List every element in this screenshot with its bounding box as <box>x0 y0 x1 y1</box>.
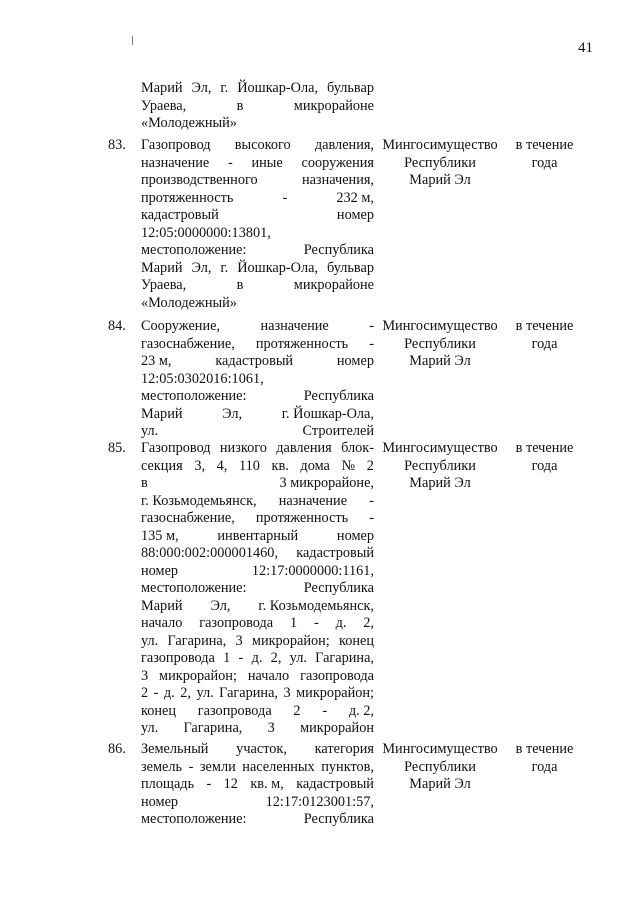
scan-mark <box>132 36 133 45</box>
executor-line: Республики <box>404 457 476 474</box>
continuation-description <box>141 80 374 133</box>
executor-line: Мингосимущество <box>382 741 498 757</box>
description-line: 135 м, инвентарный номер <box>141 527 374 544</box>
description-line: Марий Эл, г. Йошкар-Ола, бульвар <box>141 80 374 96</box>
object-description <box>141 440 374 738</box>
row-number: 86. <box>108 741 126 757</box>
description-line: Ураева, в микрорайоне <box>141 97 374 114</box>
description-line: газопровода 1 - д. 2, ул. Гагарина, <box>141 650 374 666</box>
deadline-line: года <box>531 335 558 352</box>
description-line: Ураева, в микрорайоне <box>141 277 374 293</box>
description-line: Марий Эл, г. Йошкар-Ола, <box>141 405 374 422</box>
description-line: г. Козьмодемьянск, назначение - <box>141 492 374 509</box>
description-line: Сооружение, назначение - <box>141 318 374 334</box>
description-line: газоснабжение, протяженность - <box>141 510 374 526</box>
description-line: производственного назначения, <box>141 172 374 188</box>
description-line: конец газопровода 2 - д. 2, <box>141 702 374 719</box>
executor-line: Республики <box>404 154 476 171</box>
description-line: местоположение: Республика <box>141 242 374 258</box>
description-line: номер 12:17:0123001:57, <box>141 793 374 810</box>
executor-line: Республики <box>404 335 476 352</box>
deadline-line: в течение <box>515 741 574 757</box>
deadline-line: года <box>531 154 558 171</box>
deadline-line: года <box>531 457 558 474</box>
row-number: 84. <box>108 318 126 334</box>
description-line: секция 3, 4, 110 кв. дома № 2 <box>141 457 374 474</box>
description-line: Марий Эл, г. Йошкар-Ола, бульвар <box>141 259 374 276</box>
description-line: ул. Строителей <box>141 423 374 439</box>
deadline-line: года <box>531 758 558 775</box>
description-line: протяженность - 232 м, <box>141 189 374 206</box>
responsible-executor <box>375 741 505 794</box>
description-line: 88:000:002:000001460, кадастровый <box>141 545 374 561</box>
executor-line: Мингосимущество <box>382 137 498 153</box>
description-line: ул. Гагарина, 3 микрорайон <box>141 720 374 736</box>
description-line: начало газопровода 1 - д. 2, <box>141 615 374 631</box>
description-line: местоположение: Республика <box>141 388 374 404</box>
description-line: 3 микрорайон; начало газопровода <box>141 667 374 684</box>
description-line: 23 м, кадастровый номер <box>141 353 374 369</box>
description-line: ул. Гагарина, 3 микрорайон; конец <box>141 632 374 649</box>
description-line: назначение - иные сооружения <box>141 154 374 171</box>
description-line: 12:05:0302016:1061, <box>141 370 264 387</box>
row-number: 85. <box>108 440 126 456</box>
description-line: местоположение: Республика <box>141 811 374 827</box>
responsible-executor <box>375 440 505 493</box>
description-line: Газопровод низкого давления блок- <box>141 440 374 456</box>
executor-line: Марий Эл <box>409 353 471 369</box>
description-line: земель - земли населенных пунктов, <box>141 758 374 775</box>
description-line: «Молодежный» <box>141 115 237 131</box>
responsible-executor <box>375 318 505 371</box>
description-line: в 3 микрорайоне, <box>141 475 374 491</box>
description-line: Марий Эл, г. Козьмодемьянск, <box>141 597 374 614</box>
object-description <box>141 318 374 441</box>
deadline-line: в течение <box>515 137 574 153</box>
description-line: местоположение: Республика <box>141 580 374 596</box>
executor-line: Марий Эл <box>409 776 471 792</box>
object-description <box>141 137 374 312</box>
description-line: площадь - 12 кв. м, кадастровый <box>141 776 374 792</box>
deadline <box>507 137 582 172</box>
description-line: Земельный участок, категория <box>141 741 374 757</box>
deadline <box>507 318 582 353</box>
object-description <box>141 741 374 829</box>
responsible-executor <box>375 137 505 190</box>
description-line: Газопровод высокого давления, <box>141 137 374 153</box>
row-number: 83. <box>108 137 126 153</box>
deadline-line: в течение <box>515 440 574 456</box>
page-number: 41 <box>578 40 593 56</box>
executor-line: Мингосимущество <box>382 440 498 456</box>
executor-line: Мингосимущество <box>382 318 498 334</box>
description-line: номер 12:17:0000000:1161, <box>141 562 374 579</box>
deadline <box>507 440 582 475</box>
executor-line: Республики <box>404 758 476 775</box>
deadline <box>507 741 582 776</box>
description-line: 2 - д. 2, ул. Гагарина, 3 микрорайон; <box>141 685 374 701</box>
description-line: кадастровый номер <box>141 207 374 223</box>
deadline-line: в течение <box>515 318 574 334</box>
description-line: газоснабжение, протяженность - <box>141 335 374 352</box>
description-line: «Молодежный» <box>141 294 237 311</box>
executor-line: Марий Эл <box>409 172 471 188</box>
description-line: 12:05:0000000:13801, <box>141 224 271 241</box>
executor-line: Марий Эл <box>409 475 471 491</box>
